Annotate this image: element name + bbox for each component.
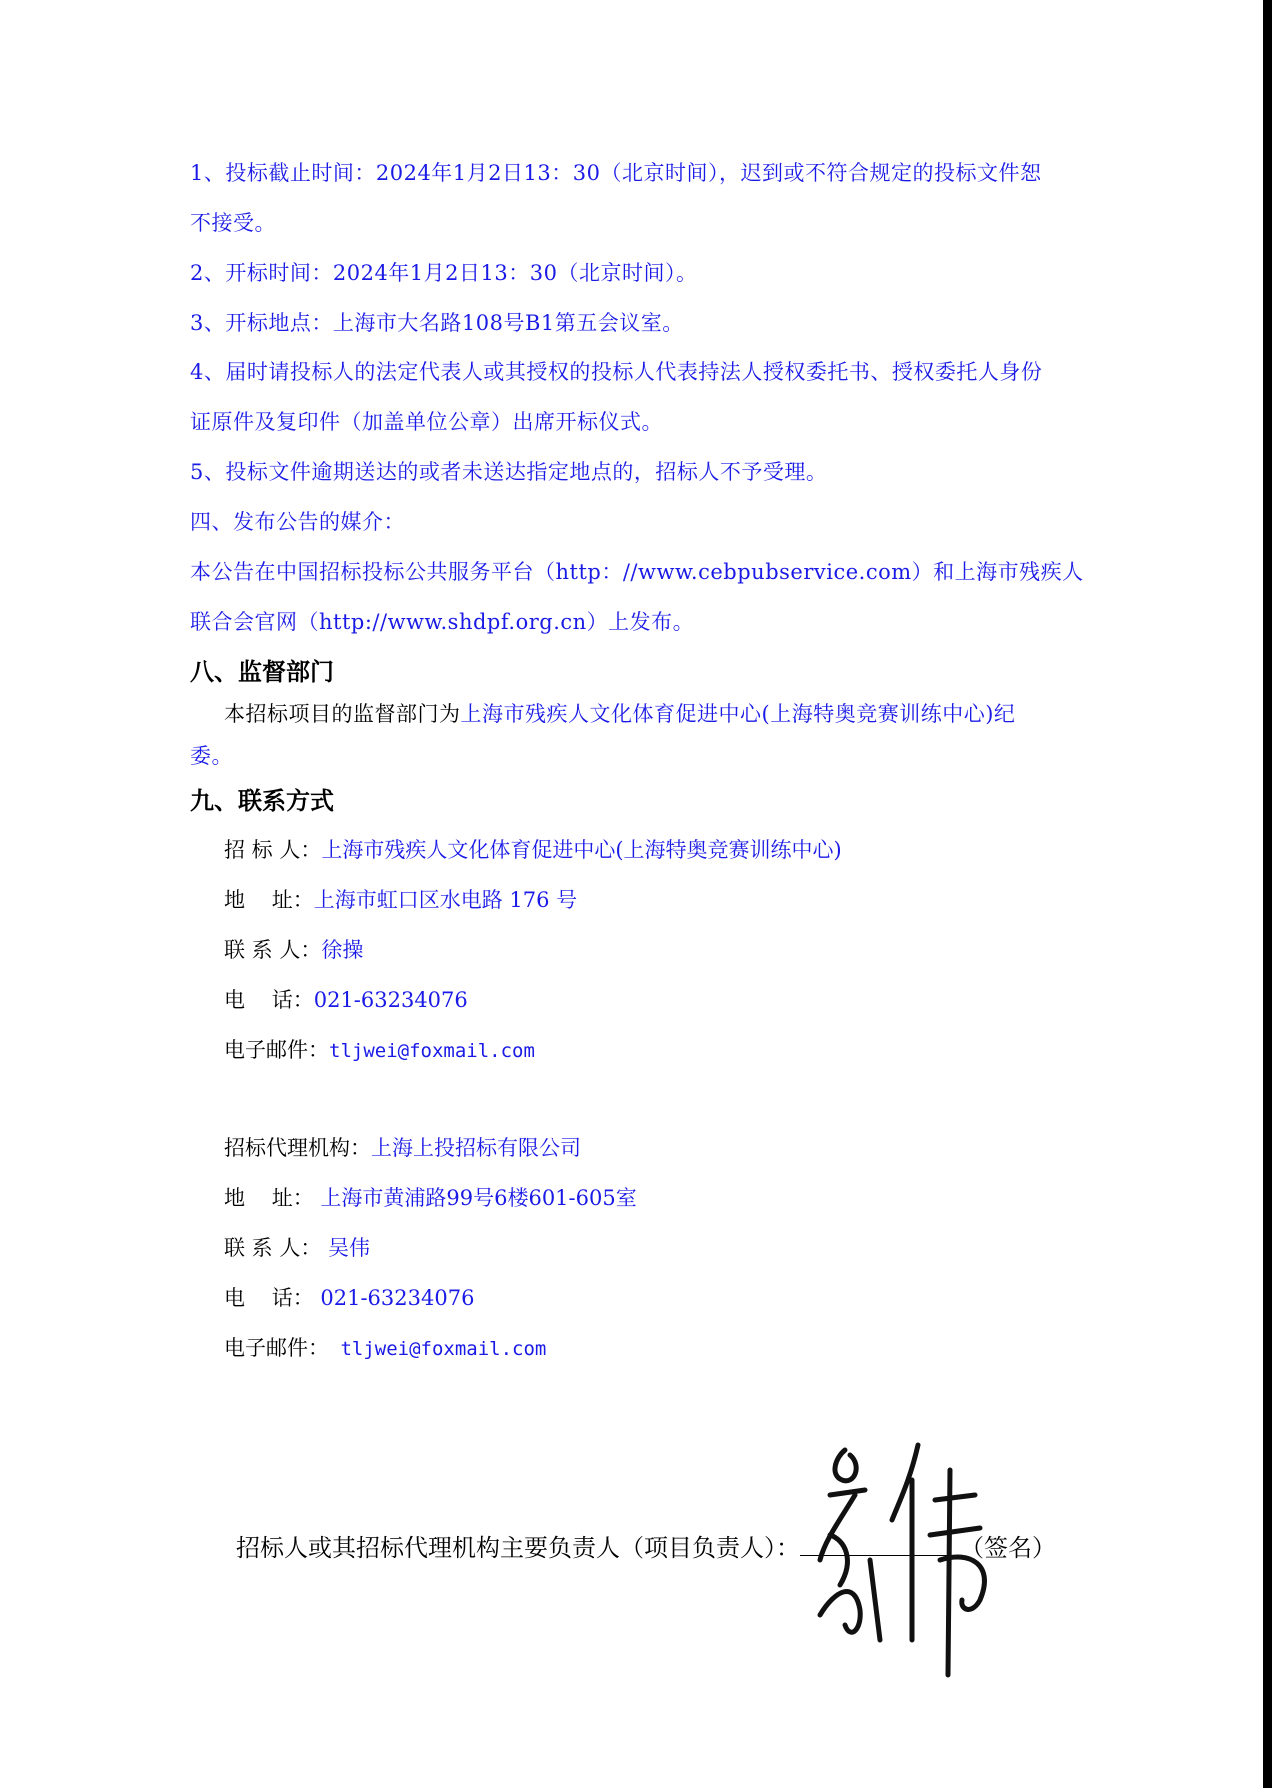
supervision-line-2: 委。 — [190, 744, 233, 768]
media-line-1: 本公告在中国招标投标公共服务平台（http：//www.cebpubservice.com）和上海市残疾人 — [190, 560, 1084, 584]
agency-email-label: 电子邮件： — [224, 1336, 329, 1360]
tenderer-email-value[interactable]: tljwei@foxmail.com — [329, 1040, 535, 1062]
agency-name-label: 招标代理机构： — [224, 1136, 371, 1160]
tenderer-name-row — [224, 835, 842, 865]
agency-email-value[interactable]: tljwei@foxmail.com — [329, 1338, 547, 1360]
tenderer-phone-label: 电 话： — [224, 988, 314, 1012]
tenderer-contact-value: 徐操 — [321, 938, 364, 962]
agency-address-label: 地 址： — [224, 1186, 314, 1210]
agency-contact-value: 吴伟 — [321, 1236, 371, 1260]
tenderer-address-label: 地 址： — [224, 888, 314, 912]
item-4 — [190, 347, 1080, 447]
tenderer-name-label: 招 标 人： — [224, 838, 322, 862]
item-4-line-2: 证原件及复印件（加盖单位公章）出席开标仪式。 — [190, 410, 663, 434]
contact-heading: 九、联系方式 — [190, 787, 334, 815]
agency-address-value: 上海市黄浦路99号6楼601-605室 — [313, 1186, 637, 1210]
item-3-line-1: 3、开标地点：上海市大名路108号B1第五会议室。 — [190, 311, 684, 335]
agency-contact-label: 联 系 人： — [224, 1236, 322, 1260]
tenderer-email-row — [224, 1035, 535, 1066]
tenderer-name-value: 上海市残疾人文化体育促进中心(上海特奥竞赛训练中心) — [321, 838, 842, 862]
tenderer-phone-row — [224, 985, 468, 1015]
tenderer-contact-label: 联 系 人： — [224, 938, 322, 962]
media-heading: 四、发布公告的媒介： — [190, 510, 405, 534]
item-1-line-2: 不接受。 — [190, 211, 276, 235]
tenderer-phone-value: 021-63234076 — [313, 988, 468, 1012]
item-2 — [190, 248, 1080, 298]
item-1-line-1: 1、投标截止时间：2024年1月2日13：30（北京时间），迟到或不符合规定的投标文件恕 — [190, 161, 1042, 185]
signature-label: 招标人或其招标代理机构主要负责人（项目负责人）： — [236, 1534, 800, 1562]
tenderer-address-row — [224, 885, 577, 915]
supervision-prefix: 本招标项目的监督部门为 — [224, 702, 461, 726]
handwritten-signature — [800, 1440, 1020, 1680]
agency-email-row — [224, 1333, 546, 1364]
item-5 — [190, 447, 1080, 497]
media-line-2: 联合会官网（http://www.shdpf.org.cn）上发布。 — [190, 610, 695, 634]
item-3 — [190, 298, 1080, 348]
item-4-line-1: 4、届时请投标人的法定代表人或其授权的投标人代表持法人授权委托书、授权委托人身份 — [190, 360, 1043, 384]
supervision-text — [190, 693, 1080, 777]
supervision-dept: 上海市残疾人文化体育促进中心(上海特奥竞赛训练中心)纪 — [460, 702, 1016, 726]
media-section — [190, 497, 1084, 647]
agency-phone-row — [224, 1283, 474, 1313]
page-edge-bar — [1263, 0, 1272, 1788]
agency-name-value: 上海上投招标有限公司 — [371, 1136, 581, 1160]
item-1 — [190, 148, 1080, 248]
item-2-line-1: 2、开标时间：2024年1月2日13：30（北京时间）。 — [190, 261, 698, 285]
agency-contact-row — [224, 1233, 370, 1263]
tenderer-email-label: 电子邮件： — [224, 1038, 329, 1062]
agency-phone-value: 021-63234076 — [313, 1286, 475, 1310]
supervision-heading: 八、监督部门 — [190, 658, 334, 686]
signature-suffix: （签名） — [960, 1534, 1056, 1562]
supervision-line-1 — [190, 693, 1080, 735]
agency-phone-label: 电 话： — [224, 1286, 314, 1310]
tenderer-address-value: 上海市虹口区水电路 176 号 — [313, 888, 578, 912]
agency-address-row — [224, 1183, 637, 1213]
agency-name-row — [224, 1133, 581, 1163]
item-5-line-1: 5、投标文件逾期送达的或者未送达指定地点的，招标人不予受理。 — [190, 460, 828, 484]
tenderer-contact-row — [224, 935, 363, 965]
